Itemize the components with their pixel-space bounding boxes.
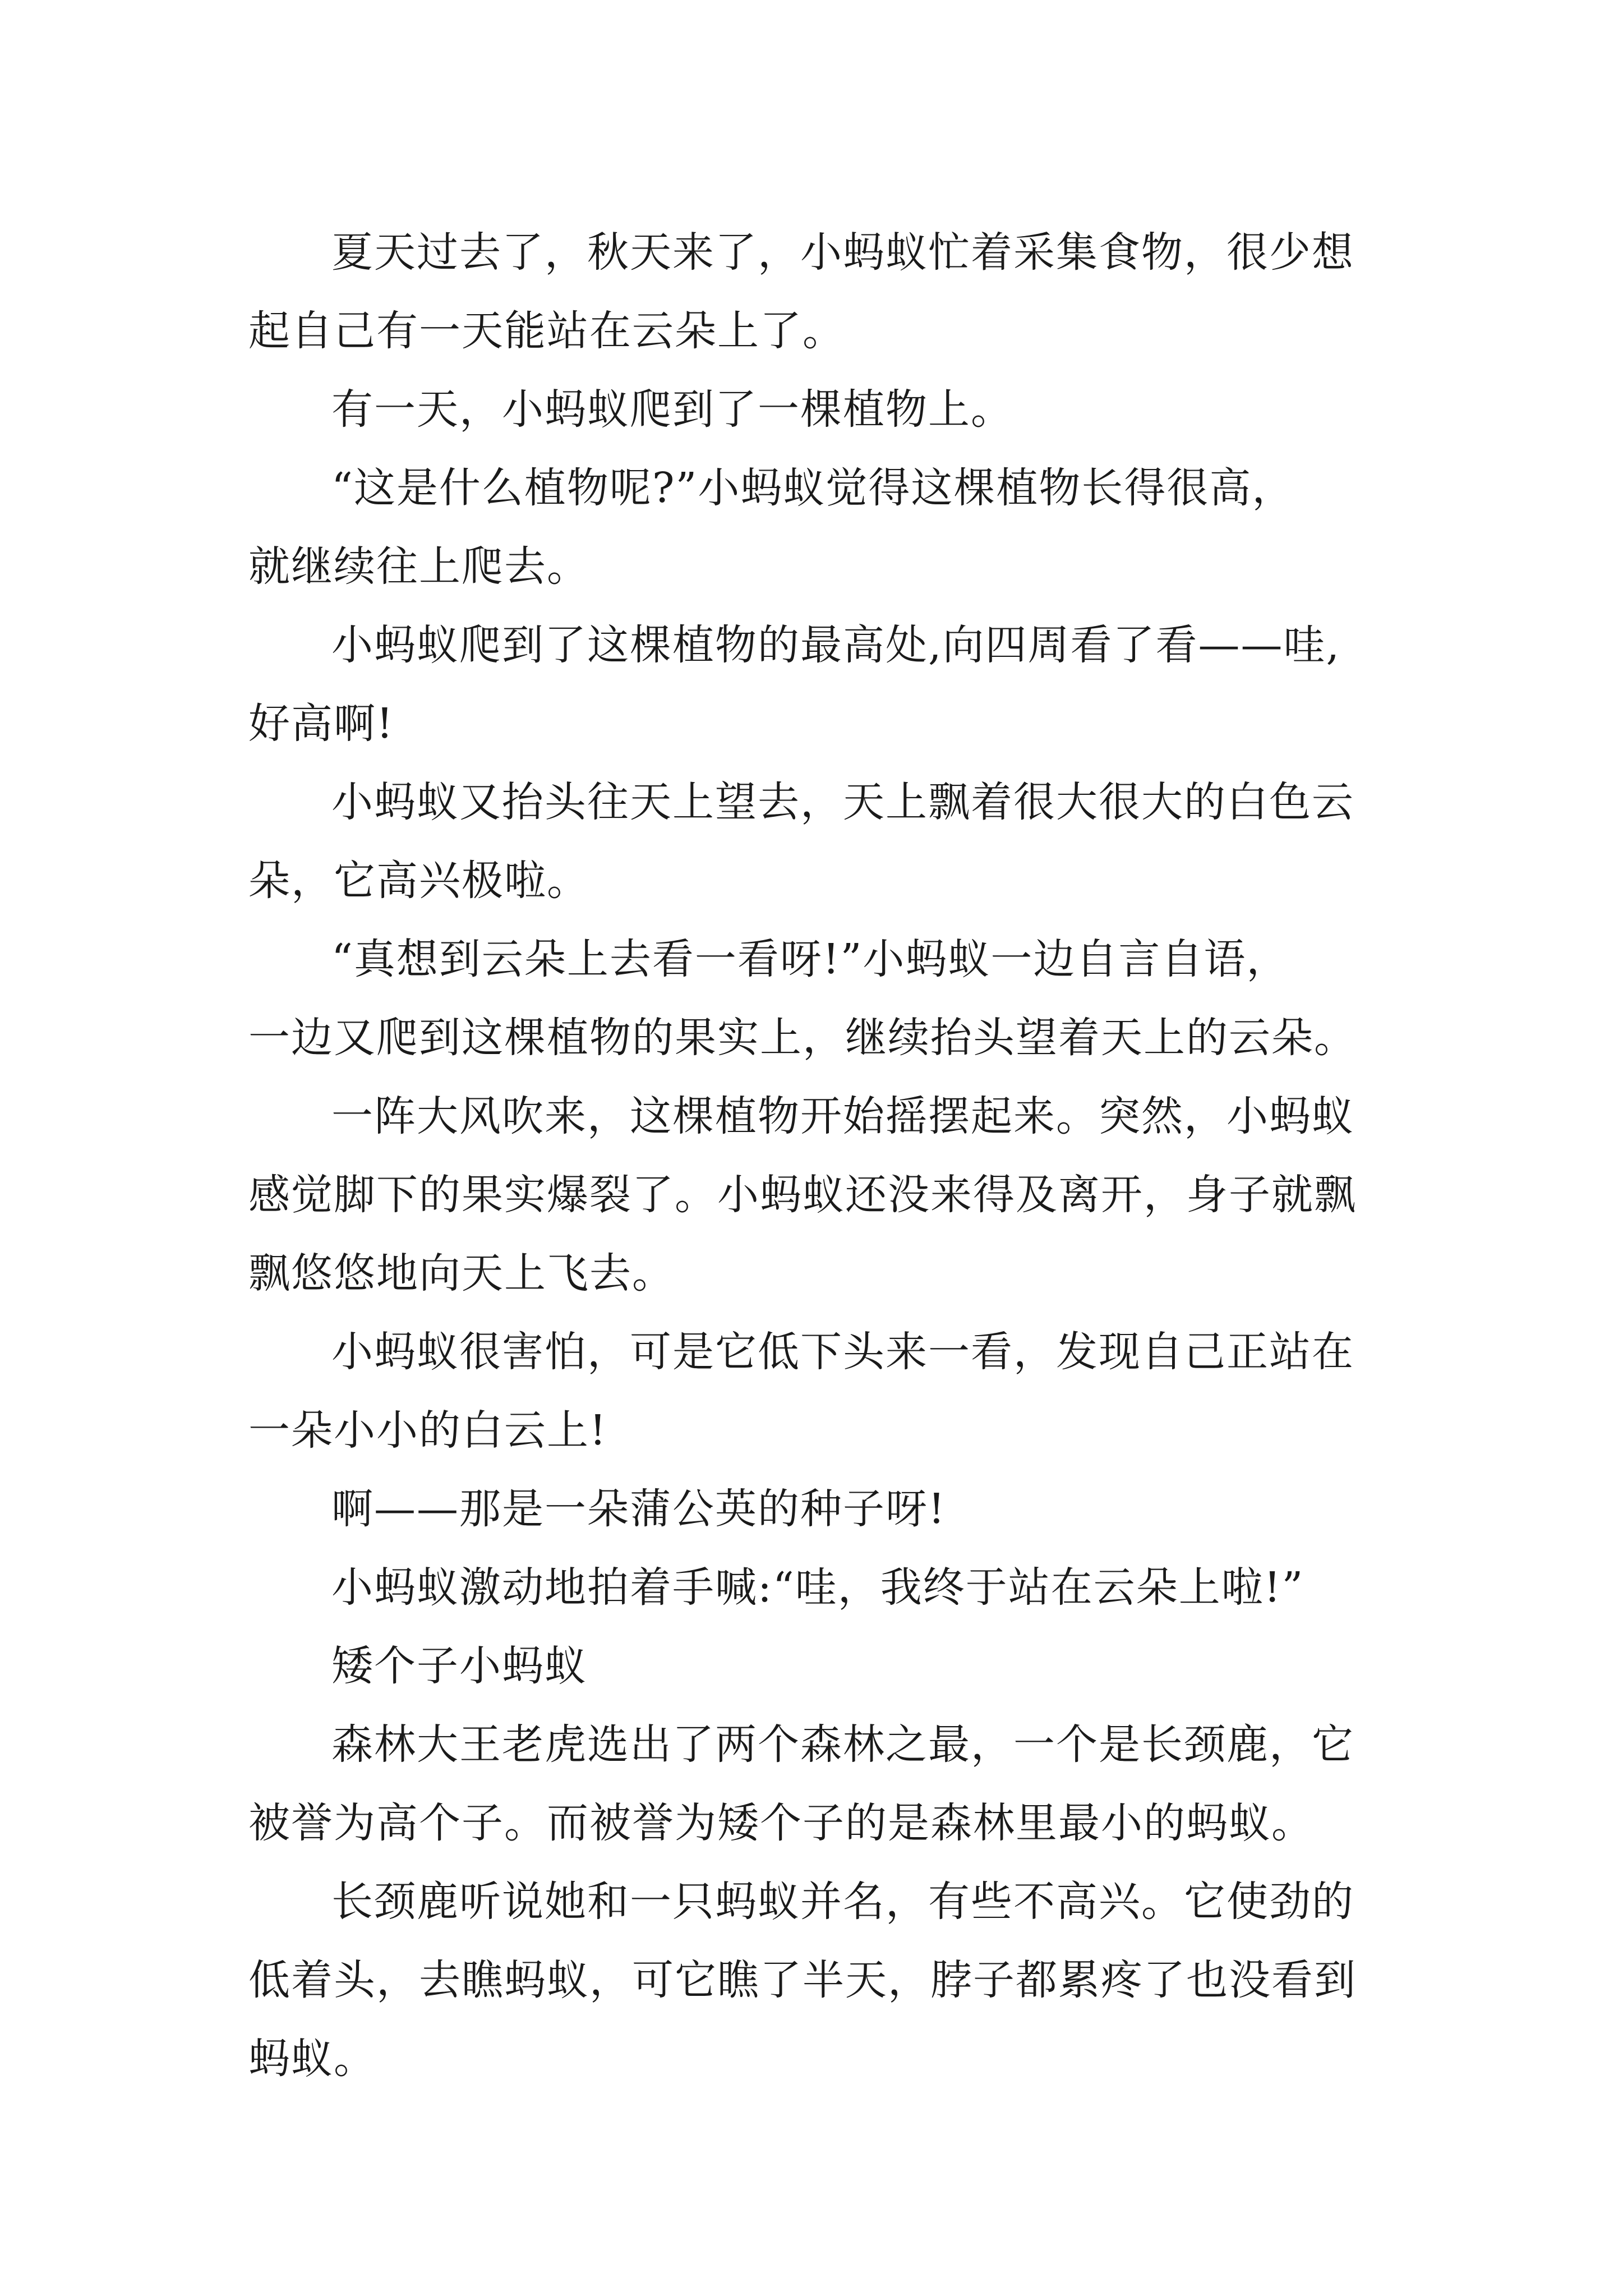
text-line: 就继续往上爬去。: [248, 542, 589, 591]
paragraph: [248, 920, 1404, 1077]
text-line: 低着头，去瞧蚂蚁，可它瞧了半天，脖子都累疼了也没看到: [248, 1956, 1357, 2004]
text-line: 啊——那是一朵蒲公英的种子呀!: [331, 1485, 946, 1533]
text-line: 感觉脚下的果实爆裂了。小蚂蚁还没来得及离开，身子就飘: [248, 1171, 1357, 1219]
text-line: 起自己有一天能站在云朵上了。: [248, 307, 845, 355]
paragraph: [248, 606, 1404, 763]
paragraph: [248, 1705, 1404, 1862]
text-line: 小蚂蚁爬到了这棵植物的最高处,向四周看了看——哇,: [331, 621, 1341, 669]
text-line: 长颈鹿听说她和一只蚂蚁并名，有些不高兴。它使劲的: [331, 1878, 1354, 1926]
text-line: 夏天过去了，秋天来了，小蚂蚁忙着采集食物，很少想: [331, 228, 1354, 277]
text-line: 有一天，小蚂蚁爬到了一棵植物上。: [331, 385, 1013, 434]
paragraph: [248, 1077, 1404, 1313]
text-line: 小蚂蚁又抬头往天上望去，天上飘着很大很大的白色云: [331, 778, 1354, 826]
text-line: 好高啊!: [248, 700, 394, 748]
text-line: 朵，它高兴极啦。: [248, 857, 589, 905]
paragraph: [248, 763, 1404, 920]
paragraph: [248, 1627, 1404, 1705]
text-line: “这是什么植物呢?”小蚂蚁觉得这棵植物长得很高，: [331, 464, 1295, 512]
text-line: 一阵大风吹来，这棵植物开始摇摆起来。突然，小蚂蚁: [331, 1092, 1354, 1140]
text-line: 矮个子小蚂蚁: [331, 1642, 587, 1690]
paragraph: [248, 1313, 1404, 1470]
text-line: 蚂蚁。: [248, 2035, 376, 2083]
text-line: 一边又爬到这棵植物的果实上，继续抬头望着天上的云朵。: [248, 1014, 1357, 1062]
text-line: 飘悠悠地向天上飞去。: [248, 1249, 675, 1297]
text-line: 被誉为高个子。而被誉为矮个子的是森林里最小的蚂蚁。: [248, 1799, 1314, 1847]
paragraph: [248, 449, 1404, 606]
paragraph: [248, 370, 1404, 449]
paragraph: [248, 1548, 1404, 1627]
text-line: 一朵小小的白云上!: [248, 1406, 607, 1455]
paragraph: [248, 1470, 1404, 1548]
paragraph: [248, 213, 1404, 370]
text-line: 小蚂蚁激动地拍着手喊:“哇，我终于站在云朵上啦!”: [331, 1563, 1304, 1612]
body-text: [248, 213, 1404, 2098]
paragraph: [248, 1862, 1404, 2098]
text-line: “真想到云朵上去看一看呀!”小蚂蚁一边自言自语，: [331, 935, 1289, 983]
text-line: 小蚂蚁很害怕，可是它低下头来一看，发现自己正站在: [331, 1328, 1354, 1376]
text-line: 森林大王老虎选出了两个森林之最，一个是长颈鹿，它: [331, 1720, 1354, 1769]
